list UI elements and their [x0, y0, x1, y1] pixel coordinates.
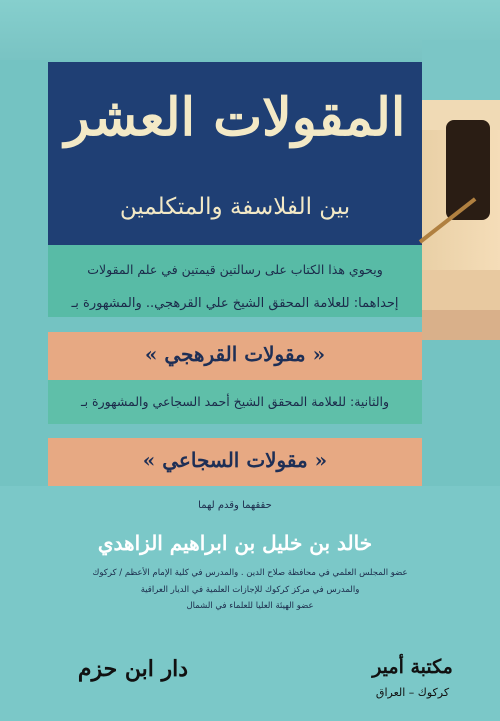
description-line-3: والثانية: للعلامة المحقق الشيخ أحمد السجاعي والمشهورة بـ: [80, 394, 390, 409]
description-line-1: ويحوي هذا الكتاب على رسالتين قيمتين في علم المقولات: [87, 262, 383, 277]
book-subtitle: بين الفلاسفة والمتكلمين: [119, 194, 351, 220]
description-line-2: إحداهما: للعلامة المحقق الشيخ علي القرهجي.. والمشهورة بـ: [71, 296, 399, 311]
editor-name: خالد بن خليل بن ابراهيم الزاهدي: [97, 531, 373, 555]
publisher-city: كركوك – العراق: [375, 686, 450, 699]
editor-label: حققهما وقدم لهما: [198, 500, 272, 511]
book-title: المقولات العشر: [64, 87, 406, 148]
first-book-name: « مقولات القرهجي »: [144, 342, 326, 366]
editor-info-line-2: والمدرس في مركز كركوك للإجازات العلمية في الديار العراقية: [140, 585, 360, 595]
editor-info-line-1: عضو المجلس العلمي في محافظة صلاح الدين . والمدرس في كلية الإمام الأعظم / كركوك: [92, 568, 408, 578]
publisher-maktabat-amir: مكتبة أمير: [372, 656, 453, 678]
second-book-name: « مقولات السجاعي »: [142, 448, 328, 472]
publisher-dar-ibn-hazm: دار ابن حزم: [77, 656, 189, 682]
editor-info-line-3: عضو الهيئة العليا للعلماء في الشمال: [186, 601, 314, 611]
